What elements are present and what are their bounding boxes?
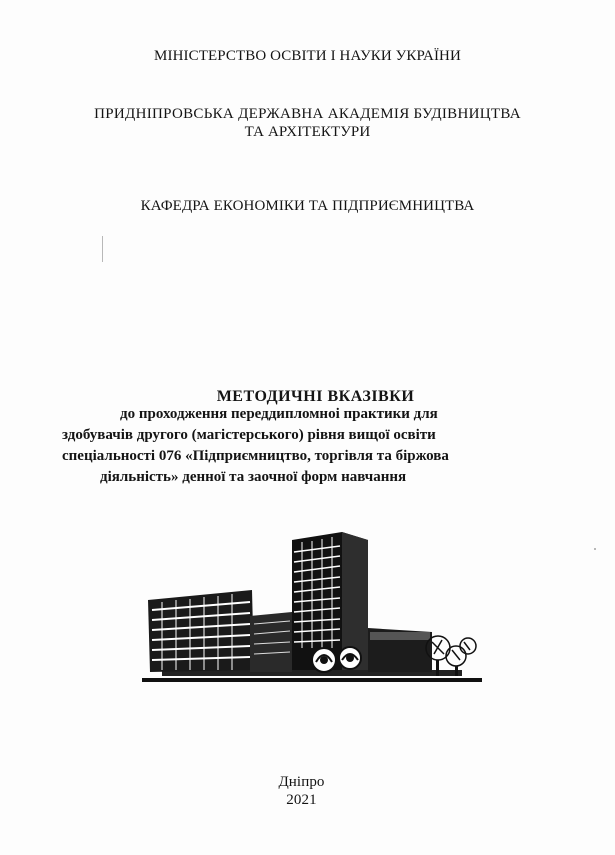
subtitle-line-3: спеціальності 076 «Підприємництво, торгівля та біржова [62, 448, 449, 464]
scan-mark-left [102, 236, 103, 262]
subtitle-line-1: до проходження переддипломноі практики для [120, 406, 438, 422]
ministry-name: МІНІСТЕРСТВО ОСВІТИ І НАУКИ УКРАЇНИ [154, 48, 461, 64]
department-name: КАФЕДРА ЕКОНОМІКИ ТА ПІДПРИЄМНИЦТВА [140, 198, 475, 214]
academy-name-line-2: ТА АРХІТЕКТУРИ [244, 124, 371, 140]
subtitle-line-4: діяльність» денної та заочної форм навчання [100, 469, 407, 485]
scan-mark-right [594, 548, 596, 550]
subtitle-line-2: здобувачів другого (магістерського) рівня вищої освіти [62, 427, 436, 443]
year: 2021 [286, 792, 317, 808]
academy-name-line-1: ПРИДНІПРОВСЬКА ДЕРЖАВНА АКАДЕМІЯ БУДІВНИЦТВА [94, 106, 521, 122]
academy-building-illustration [142, 520, 482, 690]
city: Дніпро [278, 774, 325, 790]
document-title: МЕТОДИЧНІ ВКАЗІВКИ [216, 388, 415, 405]
